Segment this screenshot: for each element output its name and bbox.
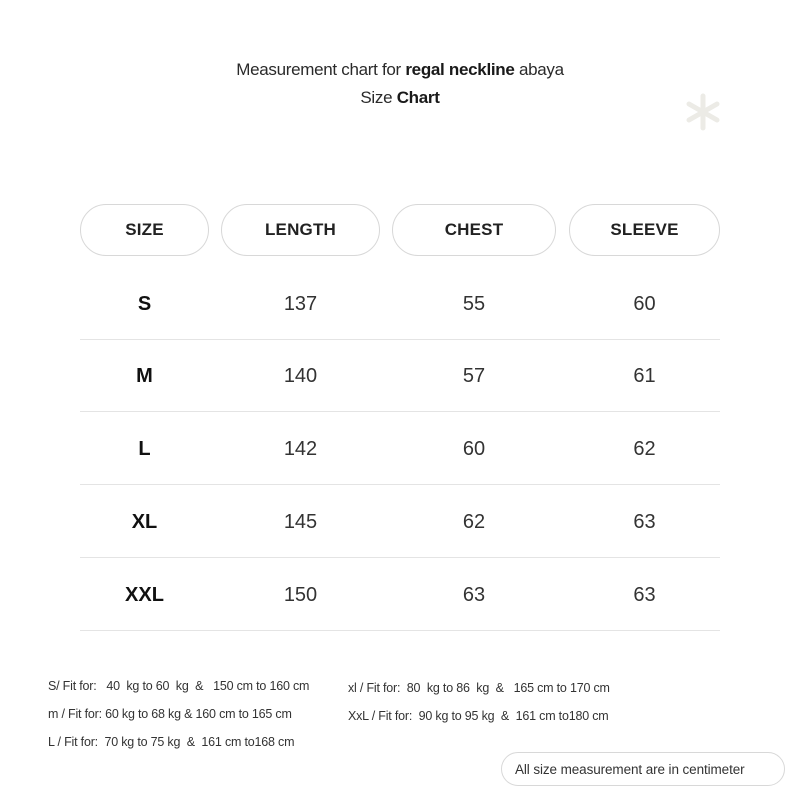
fit-note-xxl: XxL / Fit for: 90 kg to 95 kg & 161 cm to180 cm <box>348 709 609 723</box>
row-divider <box>80 484 720 485</box>
column-header-sleeve: SLEEVE <box>569 204 720 256</box>
size-cell: M <box>136 364 153 387</box>
sleeve-cell: 63 <box>633 583 656 606</box>
chart-title <box>0 60 800 80</box>
fit-note-s: S/ Fit for: 40 kg to 60 kg & 150 cm to 160 cm <box>48 679 310 693</box>
column-header-length: LENGTH <box>221 204 380 256</box>
row-divider <box>80 411 720 412</box>
table-row <box>80 413 720 485</box>
unit-note-text: All size measurement are in centimeter <box>515 761 745 777</box>
size-cell: L <box>138 437 151 460</box>
unit-note-badge <box>501 752 785 786</box>
sleeve-cell: 60 <box>633 292 656 315</box>
fit-note-xl: xl / Fit for: 80 kg to 86 kg & 165 cm to 170 cm <box>348 681 610 695</box>
length-cell: 137 <box>283 292 318 315</box>
asterisk-icon <box>684 92 722 132</box>
length-cell: 140 <box>283 364 318 387</box>
chest-cell: 57 <box>462 364 486 387</box>
column-header-size: SIZE <box>80 204 209 256</box>
subtitle-prefix: Size <box>360 88 397 107</box>
title-prefix: Measurement chart for <box>236 60 406 79</box>
chest-cell: 63 <box>462 583 486 606</box>
chest-cell: 55 <box>462 292 486 315</box>
column-header-chest: CHEST <box>392 204 556 256</box>
sleeve-cell: 61 <box>633 364 656 387</box>
chart-subtitle <box>0 88 800 108</box>
size-cell: XL <box>131 510 158 533</box>
table-row <box>80 559 720 631</box>
table-row <box>80 268 720 340</box>
subtitle-bold: Chart <box>396 88 440 107</box>
title-product-name: regal neckline <box>405 60 515 79</box>
length-cell: 150 <box>283 583 318 606</box>
fit-note-l: L / Fit for: 70 kg to 75 kg & 161 cm to168 cm <box>48 735 295 749</box>
title-suffix: abaya <box>514 60 564 79</box>
row-divider <box>80 630 720 631</box>
fit-note-m: m / Fit for: 60 kg to 68 kg & 160 cm to 165 cm <box>48 707 292 721</box>
size-cell: XXL <box>125 583 164 606</box>
size-cell: S <box>137 292 152 315</box>
table-row <box>80 340 720 412</box>
sleeve-cell: 62 <box>633 437 656 460</box>
length-cell: 145 <box>283 510 318 533</box>
row-divider <box>80 557 720 558</box>
length-cell: 142 <box>283 437 318 460</box>
sleeve-cell: 63 <box>633 510 656 533</box>
table-row <box>80 486 720 558</box>
chest-cell: 60 <box>462 437 486 460</box>
chest-cell: 62 <box>462 510 486 533</box>
